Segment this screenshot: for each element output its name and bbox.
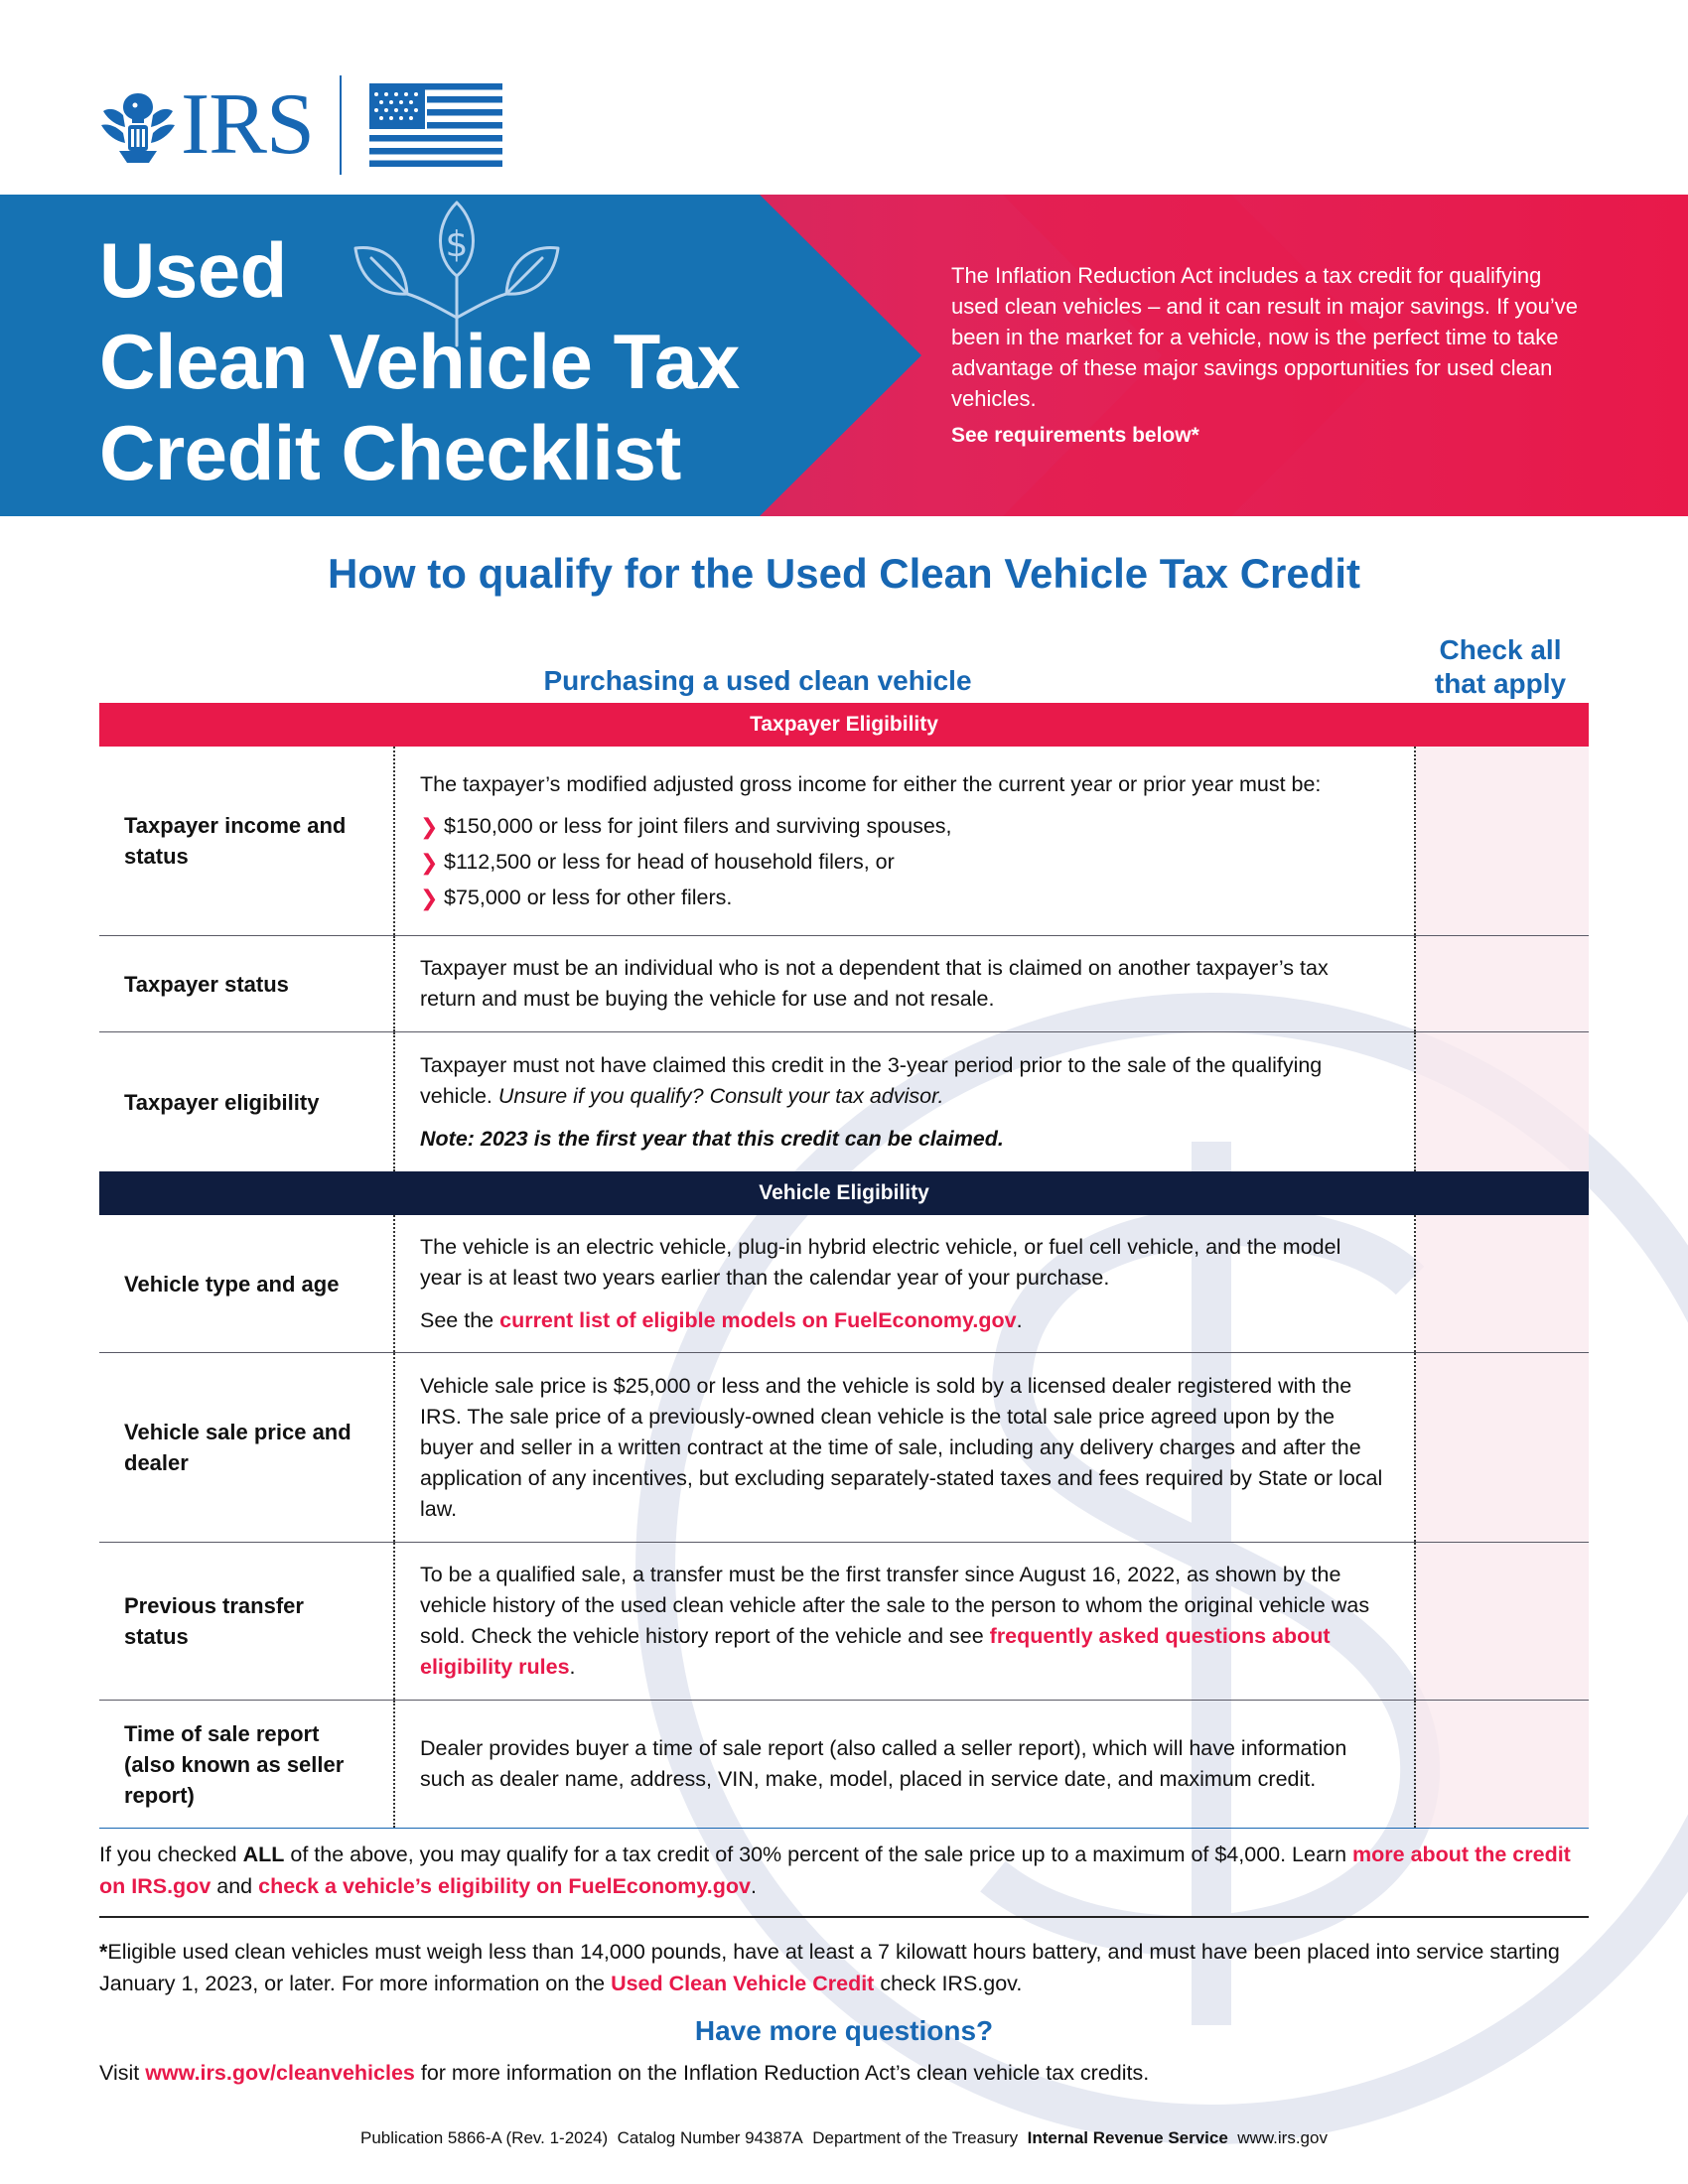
see-text: See the: [420, 1307, 494, 1332]
price-text: Vehicle sale price is $25,000 or less and the vehicle is sold by a licensed dealer registered with the IRS. The sale price of a previously-owned clean vehicle is the total sale price agreed upon by the buyer and seller in a written contract at the time of sale, including any delivery charges and after the application of any incentives, but excluding separately-stated taxes and fees required by State or local law.: [420, 1373, 1383, 1521]
eligibility-main: Taxpayer must not have claimed this credit in the 3-year period prior to the sale of the qualifying vehicle.: [420, 1052, 1323, 1108]
footnote-star: *: [99, 1940, 108, 1964]
chevron-right-icon: ❯: [420, 885, 439, 910]
section-header-taxpayer: Taxpayer Eligibility: [99, 703, 1589, 747]
income-intro: The taxpayer’s modified adjusted gross income for either the current year or prior year must be:: [420, 771, 1322, 796]
irs-credit-link[interactable]: more about the credit on IRS.gov: [99, 1843, 1571, 1898]
page-heading: How to qualify for the Used Clean Vehicle Tax Credit: [327, 550, 1361, 597]
divider: [99, 1916, 1589, 1918]
row-description: [395, 1353, 1416, 1542]
chevron-right-icon: ❯: [420, 849, 439, 875]
checkbox-cell[interactable]: [1416, 1701, 1589, 1828]
flag-icon: [369, 83, 502, 167]
footnote: [99, 1936, 1589, 1999]
row-label: Taxpayer eligibility: [99, 1032, 395, 1171]
more-questions-heading: Have more questions?: [694, 2015, 994, 2046]
bullet-item: [420, 883, 1388, 913]
summary-part: of the above, you may qualify for a tax credit of 30% percent of the sale price up to a maximum of $4,000. Learn: [284, 1843, 1353, 1866]
publication-number: Publication 5866-A (Rev. 1-2024): [360, 2128, 609, 2147]
checkbox-cell[interactable]: [1416, 936, 1589, 1031]
type-see: [420, 1305, 1388, 1336]
svg-text:$: $: [445, 224, 469, 265]
check-header-line-2: that apply: [1434, 668, 1567, 699]
footnote-text: Eligible used clean vehicles must weigh less than 14,000 pounds, have at least a 7 kilowatt hours battery, and must have been placed into service starting January 1, 2023, or later. For more information on the: [99, 1940, 1560, 1995]
transfer-main: To be a qualified sale, a transfer must be the first transfer since August 16, 2022, as shown by the vehicle history of the used clean vehicle after the sale to the person to whom the original vehicle was sold. Check the vehicle history report of the vehicle and see: [420, 1563, 1370, 1648]
title-line-1: Used: [99, 226, 287, 314]
section-header-vehicle: Vehicle Eligibility: [99, 1171, 1589, 1215]
eligibility-text: [420, 1050, 1388, 1112]
logo-divider: [340, 75, 342, 175]
period: .: [1016, 1307, 1023, 1332]
row-label: Vehicle sale price and dealer: [99, 1353, 395, 1542]
bullet-item: [420, 847, 1388, 878]
banner-description: The Inflation Reduction Act includes a tax credit for qualifying used clean vehicles – and it can result in major savings. If you’ve been in the market for a vehicle, now is the perfect time to take advantage of these major savings opportunities for used clean vehicles.: [951, 263, 1578, 411]
eagle-icon: [99, 83, 177, 167]
footnote-end: check IRS.gov.: [874, 1972, 1023, 1995]
irs-logo: [99, 75, 502, 175]
row-label: Time of sale report (also known as seller report): [99, 1701, 395, 1828]
fueleconomy-eligibility-link[interactable]: check a vehicle’s eligibility on FuelEconomy.gov: [258, 1874, 751, 1898]
summary-part: If you checked: [99, 1843, 243, 1866]
row-taxpayer-status: [99, 936, 1589, 1032]
checkbox-cell[interactable]: [1416, 1032, 1589, 1171]
department: Department of the Treasury: [812, 2128, 1019, 2147]
row-description: [395, 747, 1416, 935]
column-header-purchasing: Purchasing a used clean vehicle: [543, 665, 972, 696]
row-description: [395, 1215, 1416, 1352]
cleanvehicles-link[interactable]: www.irs.gov/cleanvehicles: [145, 2061, 415, 2085]
eligible-models-link[interactable]: current list of eligible models on FuelEconomy.gov: [499, 1307, 1017, 1332]
period: .: [569, 1655, 576, 1679]
check-header-line-1: Check all: [1439, 634, 1562, 665]
summary-text: [99, 1839, 1589, 1902]
website: www.irs.gov: [1237, 2128, 1328, 2147]
checkbox-cell[interactable]: [1416, 1543, 1589, 1700]
bullet-item: [420, 811, 1388, 842]
row-taxpayer-eligibility: [99, 1032, 1589, 1171]
eligibility-faq-link[interactable]: frequently asked questions about eligibility rules: [420, 1624, 1331, 1679]
type-text: The vehicle is an electric vehicle, plug-in hybrid electric vehicle, or fuel cell vehicle, and the model year is at least two years earlier than the calendar year of your purchase.: [420, 1234, 1341, 1290]
row-vehicle-type: [99, 1215, 1589, 1353]
row-description: [395, 1543, 1416, 1700]
visit-pre: Visit: [99, 2061, 146, 2085]
title-line-3: Credit Checklist: [99, 409, 681, 496]
row-description: [395, 1701, 1416, 1828]
row-label: Vehicle type and age: [99, 1215, 395, 1352]
summary-all: ALL: [242, 1843, 285, 1866]
agency-name: IRS: [181, 76, 314, 173]
row-taxpayer-income: [99, 747, 1589, 936]
row-description: [395, 936, 1416, 1031]
checkbox-cell[interactable]: [1416, 1353, 1589, 1542]
visit-text: [99, 2057, 1589, 2089]
title-line-2: Clean Vehicle Tax: [99, 318, 740, 405]
row-time-of-sale: [99, 1701, 1589, 1829]
row-label: Previous transfer status: [99, 1543, 395, 1700]
agency-full-name: Internal Revenue Service: [1027, 2128, 1228, 2147]
publication-line: [0, 2128, 1688, 2148]
report-text: Dealer provides buyer a time of sale report (also called a seller report), which will have information such as dealer name, address, VIN, make, model, placed in service date, and maximum credit.: [420, 1736, 1347, 1791]
catalog-number: Catalog Number 94387A: [617, 2128, 803, 2147]
eligibility-note: Note: 2023 is the first year that this credit can be claimed.: [420, 1126, 1004, 1151]
eligibility-advice: Unsure if you qualify? Consult your tax advisor.: [497, 1083, 944, 1108]
used-clean-vehicle-credit-link[interactable]: Used Clean Vehicle Credit: [611, 1972, 875, 1995]
summary-part: .: [750, 1874, 757, 1898]
checkbox-cell[interactable]: [1416, 747, 1589, 935]
leaf-dollar-icon: [350, 199, 564, 347]
checkbox-cell[interactable]: [1416, 1215, 1589, 1352]
banner-note: See requirements below*: [951, 424, 1199, 447]
row-vehicle-price: [99, 1353, 1589, 1543]
bullet-text: $75,000 or less for other filers.: [444, 885, 733, 909]
bullet-text: $150,000 or less for joint filers and surviving spouses,: [444, 813, 952, 838]
transfer-text: [420, 1560, 1388, 1683]
row-label: Taxpayer status: [99, 936, 395, 1031]
status-text: Taxpayer must be an individual who is not a dependent that is claimed on another taxpayer’s tax return and must be buying the vehicle for use and not resale.: [420, 956, 1329, 1011]
visit-post: for more information on the Inflation Reduction Act’s clean vehicle tax credits.: [414, 2061, 1150, 2085]
summary-part: and: [211, 1874, 259, 1898]
column-header-check: [1416, 633, 1585, 701]
checklist-table: [99, 703, 1589, 1829]
row-previous-transfer: [99, 1543, 1589, 1701]
bullet-text: $112,500 or less for head of household filers, or: [444, 849, 895, 874]
row-description: [395, 1032, 1416, 1171]
row-label: Taxpayer income and status: [99, 747, 395, 935]
chevron-right-icon: ❯: [420, 813, 439, 839]
